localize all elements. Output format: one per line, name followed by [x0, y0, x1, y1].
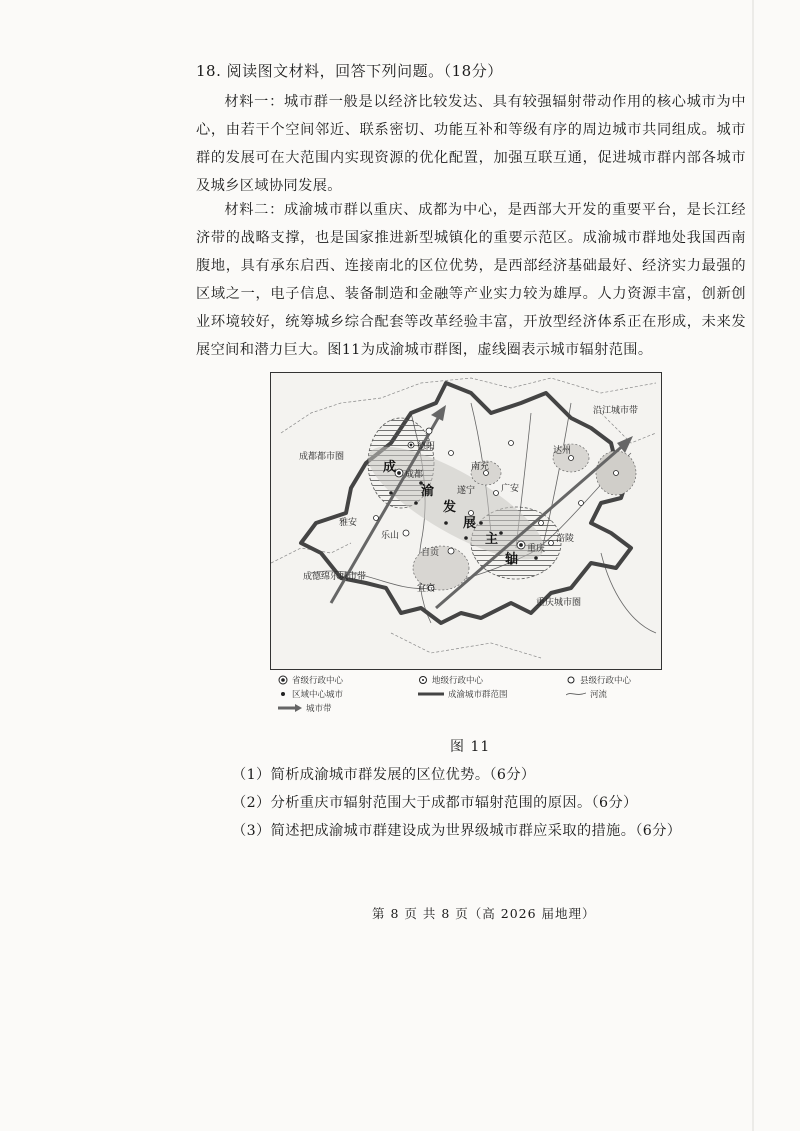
belt-arrowhead-1 — [431, 405, 446, 421]
legend-prefecture-label: 地级行政中心 — [432, 676, 484, 686]
figure-caption: 图 11 — [450, 739, 491, 755]
label-chengde-belt: 成德绵乐城市带 — [303, 572, 367, 582]
axis-char-3: 发 — [443, 500, 457, 515]
city-belt-arrow-icon — [278, 703, 302, 713]
legend-district — [278, 688, 343, 700]
map-svg — [271, 373, 661, 669]
label-nanchong: 南充 — [471, 462, 490, 472]
axis-char-1: 成 — [383, 460, 397, 475]
legend-river — [566, 688, 607, 700]
label-chongqing-circle: 重庆城市圈 — [536, 598, 582, 608]
legend-belt-label: 城市带 — [306, 704, 332, 714]
boundary-line-icon — [418, 689, 444, 699]
label-guangan: 广安 — [501, 484, 520, 494]
label-yanjiang-belt: 沿江城市带 — [593, 406, 639, 416]
sub-question-3: （3）简述把成渝城市群建设成为世界级城市群应采取的措施。（6分） — [232, 823, 682, 839]
axis-char-6: 轴 — [505, 552, 519, 567]
sub-question-2: （2）分析重庆市辐射范围大于成都市辐射范围的原因。（6分） — [232, 795, 638, 811]
axis-char-4: 展 — [463, 516, 477, 531]
provincial-center-icon — [278, 675, 288, 685]
material-one-text: 材料一：城市群一般是以经济比较发达、具有较强辐射带动作用的核心城市为中心，由若干个空间邻近、联系密切、功能互补和等级有序的周边城市共同组成。城市群的发展可在大范围内实现资源的优化配置，加强互联互通，促进城市群内部各城市及城乡区域协同发展。 — [196, 94, 746, 194]
district-city-icon — [278, 689, 288, 699]
label-zigong: 自贡 — [421, 548, 440, 558]
material-two — [196, 196, 746, 364]
material-one — [196, 88, 746, 200]
figure-11-map — [270, 372, 662, 717]
axis-char-5: 主 — [485, 532, 499, 547]
label-leshan: 乐山 — [381, 531, 400, 541]
legend-prefecture — [418, 674, 483, 686]
label-yibin: 宜宾 — [417, 584, 436, 594]
label-deyang: 德阳 — [417, 442, 436, 452]
page-edge — [752, 0, 754, 1131]
label-fuling: 涪陵 — [556, 534, 575, 544]
legend-belt — [278, 702, 332, 714]
label-chengdu: 成都 — [405, 470, 424, 480]
label-suining: 遂宁 — [457, 486, 476, 496]
legend-provincial-label: 省级行政中心 — [292, 676, 344, 686]
legend-county-label: 县级行政中心 — [580, 676, 632, 686]
page-footer: 第 8 页 共 8 页（高 2026 届地理） — [372, 906, 596, 921]
label-chongqing: 重庆 — [527, 544, 546, 554]
question-title: 18. 阅读图文材料，回答下列问题。（18分） — [196, 62, 503, 80]
map-frame — [270, 372, 662, 670]
legend-boundary-label: 成渝城市群范围 — [448, 690, 508, 700]
prefecture-center-icon — [418, 675, 428, 685]
legend-boundary — [418, 688, 508, 700]
legend-county — [566, 674, 631, 686]
sub-question-1: （1）简析成渝城市群发展的区位优势。（6分） — [232, 767, 536, 783]
legend-river-label: 河流 — [590, 690, 608, 700]
legend-provincial — [278, 674, 343, 686]
material-two-text: 材料二：成渝城市群以重庆、成都为中心，是西部大开发的重要平台，是长江经济带的战略支撑，也是国家推进新型城镇化的重要示范区。成渝城市群地处我国西南腹地，具有承东启西、连接南北的区位优势，是西部经济基础最好、经济实力最强的区域之一，电子信息、装备制造和金融等产业实力较为雄厚。人力资源丰富，创新创业环境较好，统筹城乡综合配套等改革经验丰富，开放型经济体系正在形成，未来发展空间和潜力巨大。图11为成渝城市群图，虚线圈表示城市辐射范围。 — [196, 202, 746, 358]
county-center-icon — [566, 675, 576, 685]
label-yaan: 雅安 — [339, 518, 358, 528]
river-line-icon — [566, 689, 586, 699]
label-chengdu-circle: 成都都市圈 — [299, 452, 345, 462]
map-legend — [270, 672, 662, 716]
axis-char-2: 渝 — [421, 484, 435, 499]
label-dazhou: 达州 — [553, 446, 572, 456]
legend-district-label: 区域中心城市 — [292, 690, 344, 700]
